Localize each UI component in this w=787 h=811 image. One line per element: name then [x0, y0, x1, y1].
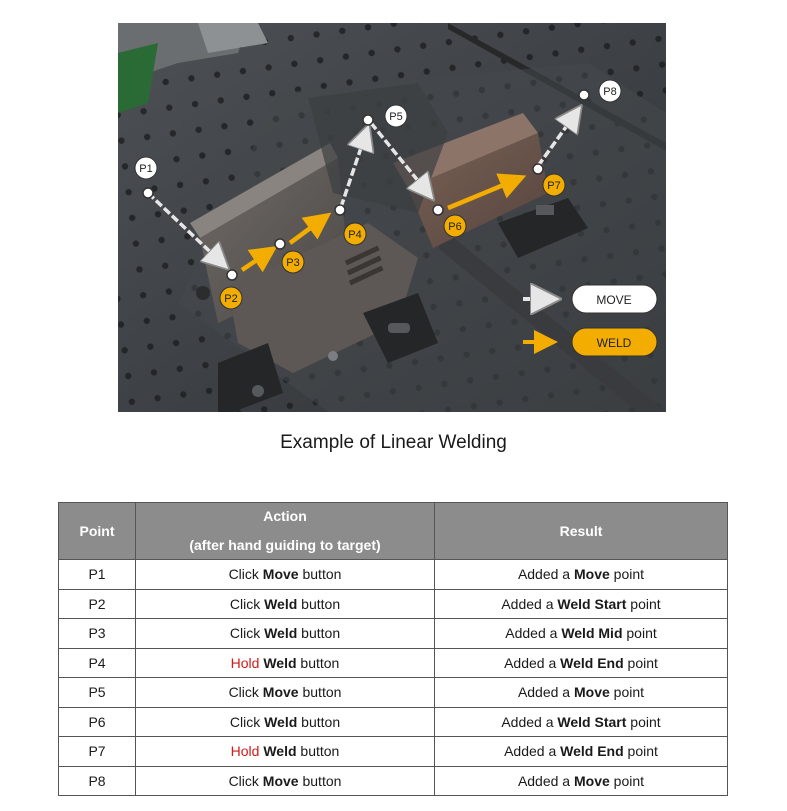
cell-result — [435, 589, 728, 619]
action-suffix: button — [297, 713, 341, 730]
svg-text:P8: P8 — [603, 86, 617, 98]
action-suffix: button — [297, 625, 341, 642]
action-suffix: button — [298, 566, 342, 583]
table-body — [59, 560, 728, 796]
cell-point: P8 — [59, 766, 136, 796]
svg-text:MOVE: MOVE — [596, 293, 632, 307]
label-p6 — [444, 215, 466, 237]
result-point-type: Weld Mid — [561, 625, 623, 642]
action-button-name: Weld — [263, 743, 297, 760]
table-row — [59, 766, 728, 796]
result-point-type: Move — [574, 684, 610, 701]
header-action-note: (after hand guiding to target) — [189, 537, 381, 553]
cell-result — [435, 648, 728, 678]
table-row — [59, 589, 728, 619]
header-action — [136, 503, 435, 560]
label-p8 — [599, 80, 621, 102]
result-prefix: Added a — [504, 654, 561, 671]
cell-action — [136, 707, 435, 737]
action-suffix: button — [296, 654, 340, 671]
cell-point: P4 — [59, 648, 136, 678]
result-suffix: point — [609, 566, 645, 583]
header-result: Result — [435, 503, 728, 560]
action-button-name: Move — [262, 566, 299, 583]
cell-action — [136, 648, 435, 678]
cell-result — [435, 619, 728, 649]
cell-point: P1 — [59, 560, 136, 590]
header-action-title: Action — [263, 508, 307, 524]
result-point-type: Move — [574, 772, 610, 789]
label-p1 — [135, 157, 157, 179]
result-suffix: point — [623, 743, 658, 760]
table-header-row — [59, 503, 728, 560]
result-prefix: Added a — [504, 743, 561, 760]
label-p5 — [385, 105, 407, 127]
svg-text:P4: P4 — [348, 229, 362, 241]
action-verb: Click — [228, 566, 263, 583]
svg-text:P5: P5 — [389, 111, 403, 123]
table-row — [59, 619, 728, 649]
result-suffix: point — [622, 625, 657, 642]
header-point: Point — [59, 503, 136, 560]
svg-text:P1: P1 — [139, 163, 153, 175]
svg-text:P2: P2 — [224, 293, 238, 305]
action-button-name: Weld — [263, 654, 297, 671]
action-button-name: Weld — [264, 713, 298, 730]
welding-path-diagram — [118, 23, 666, 412]
action-verb: Hold — [230, 654, 260, 671]
cell-result — [435, 737, 728, 767]
cell-result — [435, 560, 728, 590]
cell-point: P5 — [59, 678, 136, 708]
result-point-type: Weld End — [560, 743, 624, 760]
result-prefix: Added a — [505, 625, 562, 642]
label-p4 — [344, 223, 366, 245]
label-p3 — [282, 251, 304, 273]
label-p7 — [543, 174, 565, 196]
action-verb: Click — [229, 713, 265, 730]
result-suffix: point — [609, 684, 645, 701]
action-suffix: button — [296, 743, 340, 760]
svg-text:P3: P3 — [286, 257, 300, 269]
table-row — [59, 678, 728, 708]
result-suffix: point — [626, 595, 661, 612]
result-suffix: point — [626, 713, 661, 730]
action-button-name: Move — [262, 684, 299, 701]
label-p2 — [220, 287, 242, 309]
cell-result — [435, 678, 728, 708]
figure-caption: Example of Linear Welding — [280, 432, 507, 453]
cell-action — [136, 589, 435, 619]
action-suffix: button — [298, 772, 342, 789]
result-point-type: Weld Start — [557, 713, 627, 730]
action-verb: Click — [229, 625, 265, 642]
cell-point: P6 — [59, 707, 136, 737]
cell-point: P3 — [59, 619, 136, 649]
cell-action — [136, 766, 435, 796]
cell-result — [435, 707, 728, 737]
result-prefix: Added a — [517, 566, 574, 583]
cell-action — [136, 560, 435, 590]
svg-text:WELD: WELD — [596, 336, 632, 350]
result-suffix: point — [609, 772, 645, 789]
action-verb: Click — [228, 772, 263, 789]
table-row — [59, 707, 728, 737]
svg-text:P6: P6 — [448, 221, 462, 233]
action-verb: Click — [228, 684, 263, 701]
action-suffix: button — [298, 684, 342, 701]
table-row — [59, 737, 728, 767]
result-point-type: Weld Start — [557, 595, 627, 612]
table-row — [59, 560, 728, 590]
result-point-type: Weld End — [560, 654, 624, 671]
result-suffix: point — [623, 654, 658, 671]
cell-action — [136, 737, 435, 767]
action-button-name: Weld — [264, 595, 298, 612]
action-button-name: Weld — [264, 625, 298, 642]
cell-action — [136, 619, 435, 649]
welding-steps-table — [58, 502, 728, 796]
result-point-type: Move — [574, 566, 610, 583]
welding-photo — [118, 23, 666, 412]
result-prefix: Added a — [517, 772, 574, 789]
table-row — [59, 648, 728, 678]
cell-point: P7 — [59, 737, 136, 767]
result-prefix: Added a — [517, 684, 574, 701]
result-prefix: Added a — [501, 713, 558, 730]
cell-action — [136, 678, 435, 708]
cell-result — [435, 766, 728, 796]
action-verb: Click — [229, 595, 265, 612]
action-button-name: Move — [262, 772, 299, 789]
action-verb: Hold — [230, 743, 260, 760]
result-prefix: Added a — [501, 595, 558, 612]
action-suffix: button — [297, 595, 341, 612]
svg-text:P7: P7 — [547, 180, 561, 192]
cell-point: P2 — [59, 589, 136, 619]
